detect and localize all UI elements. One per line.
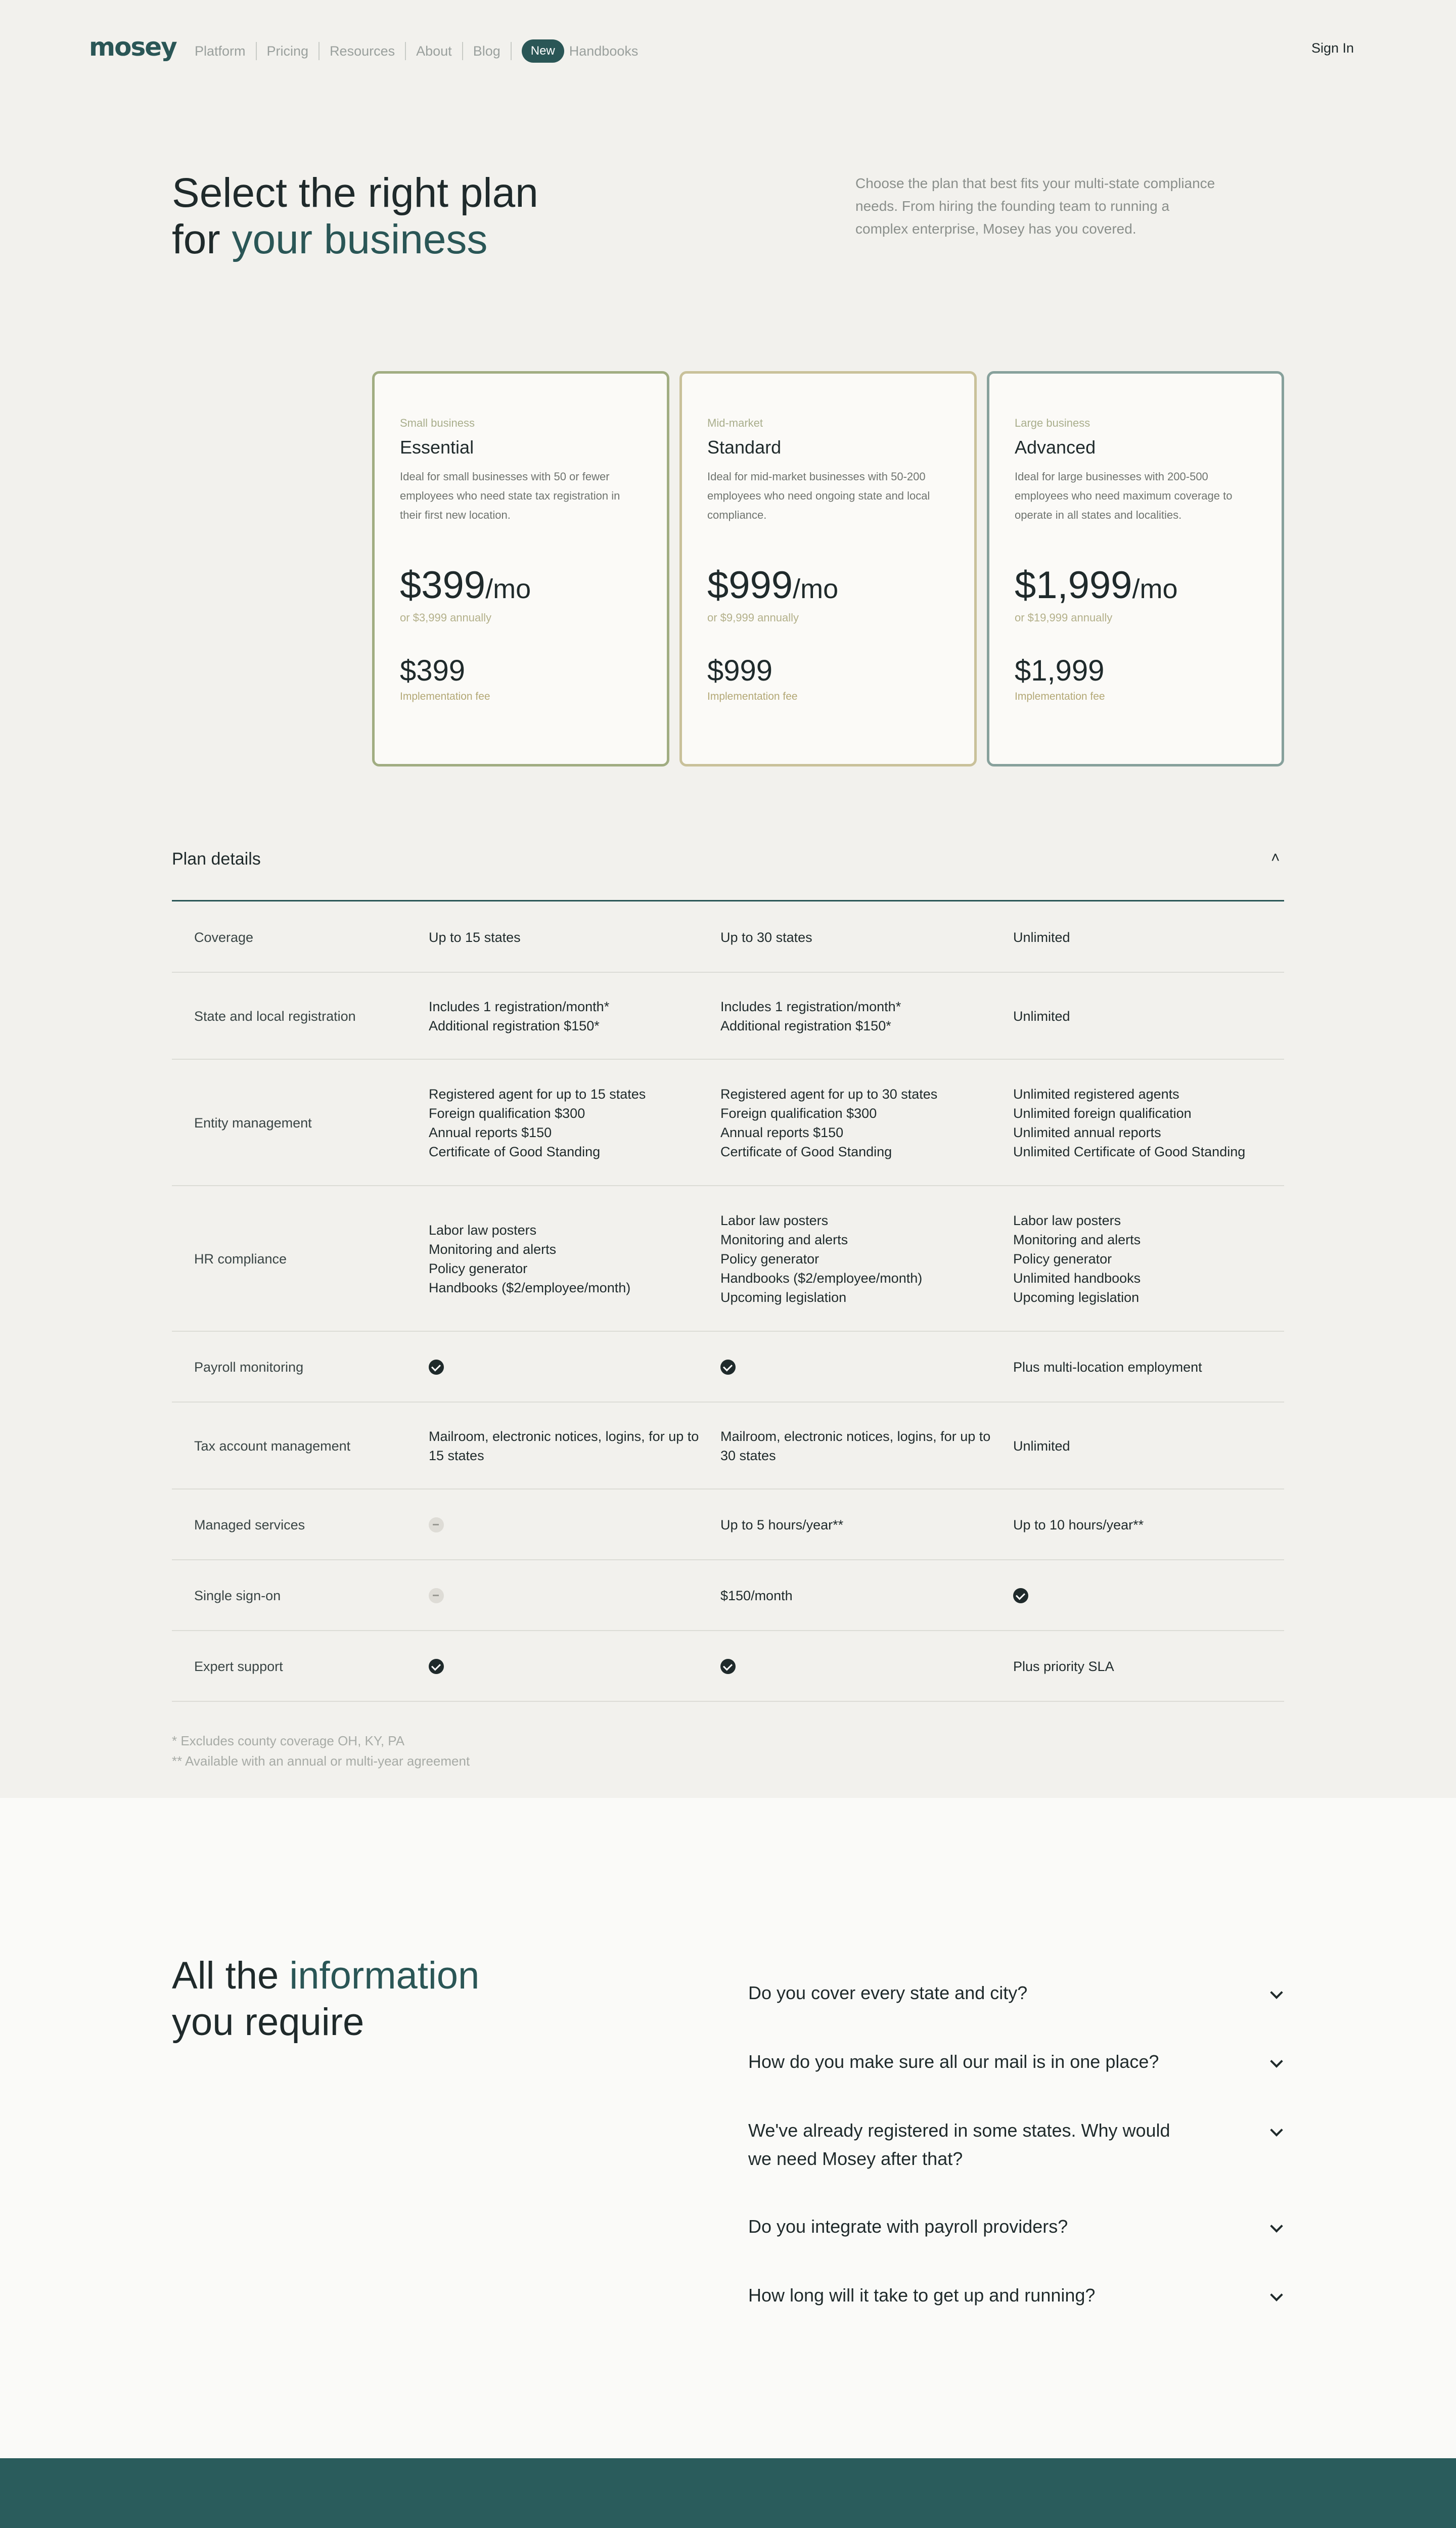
cell-value: Includes 1 registration/month* Additional registration $150*: [429, 999, 610, 1033]
row-label: Managed services: [194, 1517, 305, 1532]
table-row: [172, 1560, 1284, 1631]
nav-link-platform[interactable]: Platform: [195, 43, 246, 59]
table-row: [172, 1060, 1284, 1186]
faq-section: [0, 1798, 1456, 2458]
plan-category: Large business: [1015, 417, 1090, 429]
faq-item[interactable]: How long will it take to get up and running?: [748, 2281, 1284, 2310]
nav-link-handbooks[interactable]: Handbooks: [569, 43, 639, 59]
check-icon: [720, 1360, 736, 1375]
cell-value: Up to 15 states: [429, 930, 521, 945]
table-row: [172, 1186, 1284, 1332]
footnote: * Excludes county coverage OH, KY, PA: [172, 1733, 405, 1748]
cell-value: Registered agent for up to 15 states Foreign qualification $300 Annual reports $150 Certificate of Good Standing: [429, 1087, 646, 1159]
plan-annual-price: or $19,999 annually: [1015, 611, 1113, 624]
chevron-down-icon[interactable]: [1270, 2288, 1283, 2301]
chevron-down-icon[interactable]: [1270, 2124, 1283, 2136]
cell-value: Includes 1 registration/month* Additional registration $150*: [720, 999, 901, 1033]
not-included-icon: [429, 1517, 702, 1538]
check-icon: [1013, 1588, 1028, 1603]
logo[interactable]: mosey: [89, 32, 176, 62]
cell-value: Unlimited: [1013, 930, 1070, 945]
plan-details-heading[interactable]: Plan details: [172, 849, 261, 869]
plan-price: $999/mo: [707, 564, 839, 607]
collapse-caret-icon[interactable]: ˄: [1271, 849, 1280, 866]
plan-description: Ideal for small businesses with 50 or fewer employees who need state tax registration in their first new location.: [400, 470, 620, 521]
implementation-label: Implementation fee: [1015, 691, 1105, 702]
row-label: Expert support: [194, 1659, 283, 1674]
faq-item[interactable]: We've already registered in some states. Why would we need Mosey after that?: [748, 2116, 1284, 2173]
implementation-price: $1,999: [1015, 654, 1105, 687]
nav-link-pricing[interactable]: Pricing: [266, 43, 309, 59]
implementation-label: Implementation fee: [400, 691, 490, 702]
cell-value: Registered agent for up to 30 states Foreign qualification $300 Annual reports $150 Certificate of Good Standing: [720, 1087, 938, 1159]
table-row: [172, 1332, 1284, 1403]
cta-footer-section: [0, 2458, 1456, 2528]
dash-icon: [429, 1588, 444, 1603]
sign-in-link[interactable]: Sign In: [1311, 40, 1354, 56]
cell-value: Labor law posters Monitoring and alerts Policy generator Handbooks ($2/employee/month): [429, 1223, 631, 1295]
row-label: Tax account management: [194, 1438, 351, 1454]
cell-value: Up to 30 states: [720, 930, 812, 945]
row-label: Payroll monitoring: [194, 1360, 304, 1375]
cell-value: Mailroom, electronic notices, logins, for up to 30 states: [720, 1429, 991, 1463]
cell-value: Unlimited: [1013, 1009, 1070, 1024]
nav-link-resources[interactable]: Resources: [330, 43, 395, 59]
hero-description: Choose the plan that best fits your multi-state compliance needs. From hiring the founding team to running a complex enterprise, Mosey has you covered.: [855, 175, 1215, 237]
plan-price: $399/mo: [400, 564, 531, 607]
check-icon: [1013, 1588, 1286, 1608]
plan-annual-price: or $9,999 annually: [707, 611, 799, 624]
cell-value: Up to 10 hours/year**: [1013, 1517, 1144, 1532]
chevron-down-icon[interactable]: [1270, 2055, 1283, 2067]
cell-value: Plus multi-location employment: [1013, 1360, 1202, 1375]
cell-value: Unlimited: [1013, 1438, 1070, 1454]
row-label: Coverage: [194, 930, 254, 945]
plan-category: Mid-market: [707, 417, 763, 429]
cell-value: Plus priority SLA: [1013, 1659, 1114, 1674]
plan-card-advanced[interactable]: [987, 371, 1284, 766]
nav-divider: [405, 42, 406, 60]
faq-item[interactable]: How do you make sure all our mail is in one place?: [748, 2048, 1284, 2076]
table-row: [172, 973, 1284, 1060]
cell-value: Mailroom, electronic notices, logins, for up to 15 states: [429, 1429, 699, 1463]
dash-icon: [429, 1517, 444, 1532]
plan-name: Standard: [707, 437, 782, 458]
divider: [172, 900, 1284, 901]
not-included-icon: [429, 1588, 702, 1608]
check-icon: [720, 1659, 736, 1674]
faq-item[interactable]: Do you integrate with payroll providers?: [748, 2213, 1284, 2241]
cell-value: Up to 5 hours/year**: [720, 1517, 844, 1532]
implementation-label: Implementation fee: [707, 691, 798, 702]
check-icon: [720, 1360, 993, 1380]
nav-divider: [318, 42, 320, 60]
implementation-price: $999: [707, 654, 773, 687]
nav-links: [195, 39, 638, 63]
plan-card-essential[interactable]: [372, 371, 669, 766]
faq-item[interactable]: Do you cover every state and city?: [748, 1979, 1284, 2007]
nav-divider: [511, 42, 512, 60]
plan-card-standard[interactable]: [679, 371, 977, 766]
table-row: [172, 1403, 1284, 1489]
chevron-down-icon[interactable]: [1270, 1986, 1283, 1999]
plan-description: Ideal for large businesses with 200-500 employees who need maximum coverage to operate in all states and localities.: [1015, 470, 1233, 521]
top-nav: [0, 0, 1456, 101]
new-badge: New: [522, 39, 564, 63]
check-icon: [720, 1659, 993, 1679]
row-label: State and local registration: [194, 1009, 356, 1024]
nav-divider: [462, 42, 463, 60]
cell-value: $150/month: [720, 1588, 793, 1603]
table-row: [172, 1631, 1284, 1702]
cell-value: Unlimited registered agents Unlimited foreign qualification Unlimited annual reports Unlimited Certificate of Good Standing: [1013, 1087, 1246, 1159]
row-label: Entity management: [194, 1115, 312, 1131]
nav-link-about[interactable]: About: [416, 43, 452, 59]
faq-title: All the information you require: [172, 1954, 480, 2044]
page-title: Select the right plan for your business: [172, 170, 538, 262]
check-icon: [429, 1659, 444, 1674]
row-label: HR compliance: [194, 1251, 287, 1267]
footnote: ** Available with an annual or multi-year agreement: [172, 1753, 470, 1769]
plan-price: $1,999/mo: [1015, 564, 1178, 607]
plan-category: Small business: [400, 417, 475, 429]
nav-divider: [256, 42, 257, 60]
table-row: [172, 902, 1284, 973]
nav-link-blog[interactable]: Blog: [473, 43, 500, 59]
cell-value: Labor law posters Monitoring and alerts Policy generator Unlimited handbooks Upcoming legislation: [1013, 1213, 1141, 1305]
plan-name: Essential: [400, 437, 474, 458]
check-icon: [429, 1360, 702, 1380]
plan-annual-price: or $3,999 annually: [400, 611, 492, 624]
plan-name: Advanced: [1015, 437, 1096, 458]
plan-description: Ideal for mid-market businesses with 50-200 employees who need ongoing state and local compliance.: [707, 470, 930, 521]
table-row: [172, 1489, 1284, 1560]
row-label: Single sign-on: [194, 1588, 281, 1603]
check-icon: [429, 1659, 702, 1679]
check-icon: [429, 1360, 444, 1375]
implementation-price: $399: [400, 654, 466, 687]
chevron-down-icon[interactable]: [1270, 2220, 1283, 2232]
cell-value: Labor law posters Monitoring and alerts Policy generator Handbooks ($2/employee/month) Upcoming legislation: [720, 1213, 923, 1305]
